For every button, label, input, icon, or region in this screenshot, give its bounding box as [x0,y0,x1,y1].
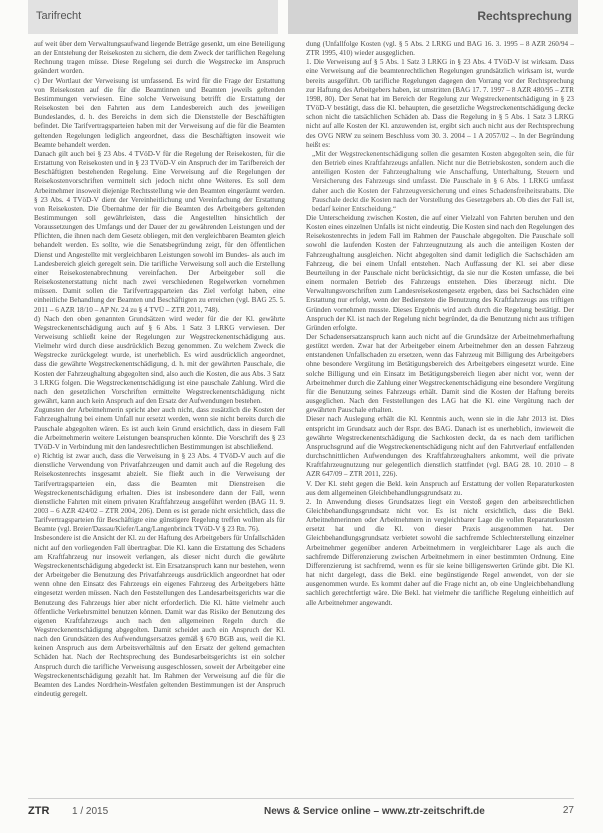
paragraph: Dieser nach Auslegung erhält die Kl. Kenntnis auch, wenn sie in die Jahr 2013 ist. Dies entspricht im Grundsatz auch der Rspr. des BAG. Danach ist es unerheblich, inwieweit die gewährte Wegstreckenentschädigung die Sachkosten deckt, da es nach dem tariflichen Anspruchsgrund auf die Wegstreckenentschädigung nicht auf den Fahrtverlauf entfallenden durchschnittlichen Aufwendungen des Kraftfahrzeughalters ankommt, weil die private Kraftfahrzeugnutzung nur gelegentlich dienstlich stattfindet (vgl. BAG 28. 10. 2010 – 8 AZR 647/09 – ZTR 2011, 226). [306,415,574,479]
page-footer [28,798,574,819]
website-link[interactable]: News & Service online – www.ztr-zeitschrift.de [264,806,485,817]
paragraph: 1. Die Verweisung auf § 5 Abs. 1 Satz 3 LRKG in § 23 Abs. 4 TVöD-V ist wirksam. Dass eine Verweisung auf die beamtenrechtlichen Regelungen grundsätzlich wirksam ist, wurde bereits ausgeführt. Ob tarifliche Regelungen dagegen den Vorrang vor der Rechtsprechung zur Haftung des Arbeitgebers haben, ist umstritten (BAG 17. 7. 1997 – 8 AZR 480/95 – ZTR 1998, 80). Der Senat hat im Bereich der Regelung zur Wegstreckenentschädigung in § 23 TVöD-V bestätigt, dass die Kl. behaupten, die gesetzliche Wegstreckenentschädigung decke schon nicht die tatsächlichen Schäden ab. Dass die Regelung in § 5 Abs. 1 Satz 3 LRKG nicht auf alle Kosten der Kl. anzuwenden ist, ergibt sich auch nicht aus der Rechtsprechung des OVG NRW zu seinem Beschluss vom 30. 3. 2004 – 1 A 2057/02 –. In der Begründung heißt es: [306,58,574,149]
paragraph: c) Der Wortlaut der Verweisung ist umfassend. Es wird für die Frage der Erstattung von Reisekosten auf die für die Beamtinnen und Beamten jeweils geltenden Bestimmungen verwiesen. Eine solche Verweisung betrifft die Erstattung der Reisekosten bei den Fahrten aus dem Landesbereich auch des jeweiligen Bundeslandes, d. h. des Bereichs in dem sich die Dienststelle der Beschäftigten befindet. Die Tarifvertragsparteien haben mit der Verweisung auf die für die Beamten geltenden Regelungen lediglich angeordnet, dass die Beschäftigten insoweit wie Beamte behandelt werden. [34,76,285,149]
paragraph: d) Nach den oben genannten Grundsätzen wird weder für die der Kl. gewährte Wegstreckenentschädigung auch auf § 6 Abs. 1 Satz 3 LRKG verwiesen. Der Verweisung schließt keine der Regelungen zur Wegstreckenentschädigung aus. Vielmehr wird durch diese ausdrücklich Bezug genommen. Zu welchem Zweck die Wegstrecke zurückgelegt wurde, ist unerheblich. Es wird ausdrücklich angeordnet, dass die gewährte Wegstreckenentschädigung, d. h. mit der gewährten Pauschale, die Kosten der Fahrzeughaltung abgegolten sind, also auch die Kosten, die aus Abs. 3 Satz 3 LRKG folgen. Die Wegstreckenentschädigung ist eine pauschale Zahlung. Wird die nach den gesetzlichen Vorschriften ermittelte Wegstreckenentschädigung nicht gewährt, kann auch kein Anspruch auf den Ersatz der Aufwendungen bestehen. [34,314,285,406]
left-text-column [34,40,285,788]
paragraph: auf weit über dem Verwaltungsaufwand liegende Beträge gesenkt, um eine Beteiligung an der Entstehung der Reisekosten zu sichern, die dem Zweck der tariflichen Regelung Rechnung tragen müsse. Diese Regelung sei durch die Wegstrecke im Anspruch geändert worden. [34,40,285,76]
page-number: 27 [562,805,574,816]
paragraph: V. Der Kl. steht gegen die Bekl. kein Anspruch auf Erstattung der vollen Reparaturkosten aus dem allgemeinen Gleichbehandlungsgrundsatz zu. [306,479,574,497]
header-rubric-label: Rechtsprechung [477,9,572,23]
paragraph: 2. In Anwendung dieses Grundsatzes liegt ein Verstoß gegen den arbeitsrechtlichen Gleichbehandlungsgrundsatz nicht vor. Es ist nicht ersichtlich, dass die Bekl. Arbeitnehmerinnen oder Arbeitnehmern in vergleichbarer Lage die vollen Reparaturkosten ersetzt hat und die Kl. von dieser Praxis ausgenommen hat. Der Gleichbehandlungsgrundsatz verbietet sowohl die sachfremde Schlechterstellung einzelner Arbeitnehmer gegenüber anderen Arbeitnehmern in vergleichbarer Lage als auch die sachfremde Differenzierung zwischen Arbeitnehmern in einer bestimmten Ordnung. Eine Differenzierung ist sachfremd, wenn es für sie keine billigenswerten Gründe gibt. Die Kl. hat nicht dargelegt, dass die Bekl. eine begünstigende Regel anwendet, von der sie ausgenommen wurde. Es kommt daher auf die Frage nicht an, ob eine Ungleichbehandlung sachlich gerechtfertigt wäre. Die Bekl. hat vielmehr die tarifliche Regelung einheitlich auf alle Arbeitnehmer angewandt. [306,497,574,607]
header-section-left [28,0,278,34]
issue-number: 1 / 2015 [72,806,109,817]
paragraph: Der Schadensersatzanspruch kann auch nicht auf die Grundsätze der Arbeitnehmerhaftung gestützt werden. Zwar hat der Arbeitgeber einem Arbeitnehmer den an dessen Fahrzeug entstandenen Unfallschaden zu ersetzen, wenn das Fahrzeug mit Billigung des Arbeitgebers ohne besondere Vergütung im Betätigungsbereich des Arbeitgebers eingesetzt wurde. Eine solche Billigung und ein Einsatz im Betätigungsbereich liegen aber nicht vor, wenn der Arbeitnehmer durch die Zahlung einer Wegstreckenentschädigung eine besondere Vergütung für die Benutzung seines Fahrzeugs erhält. Damit sind die Kosten der Haftung bereits ausgeglichen. Nach den Feststellungen des LAG hat die Kl. eine Vergütung nach der gewährten Pauschale erhalten. [306,333,574,415]
paragraph: Die Unterscheidung zwischen Kosten, die auf einer Vielzahl von Fahrten beruhen und den Kosten eines einzelnen Unfalls ist nicht eindeutig. Die Kosten sind nach den Regelungen des Reisekostenrechts in jedem Fall im Rahmen der Pauschale abgegolten. Die Pauschale soll sowohl die laufenden Kosten der Fahrzeugnutzung als auch die anteiligen Kosten der Fahrzeughaltung ausgleichen. Nicht abgegolten sind damit lediglich die Sachschäden am Fahrzeug, die bei einem Unfall entstehen. Nach Auffassung der Kl. sei aber diese Beurteilung in der Pauschale nicht berücksichtigt, da sie nur die Kosten umfasse, die bei einem normalen Betrieb des Fahrzeugs entstehen. Dies überzeugt nicht. Die Verwaltungsvorschriften zum Landesreisekostengesetz ergeben, dass bei Sachschäden eine Erstattung nur erfolgt, wenn der Bedienstete die Benutzung des Kraftfahrzeugs aus triftigen Gründen vornehmen musste. Dieses Ergebnis wird auch durch die Regelung bestätigt. Der Anspruch der Kl. ist nach der Regelung nicht begründet, da die Benutzung nicht aus triftigen Gründen erfolgte. [306,213,574,332]
right-text-column [306,40,574,788]
paragraph: Danach gilt auch bei § 23 Abs. 4 TVöD-V für die Regelung der Reisekosten, für die Erstattung von Reisekosten und in § 23 TVöD-V ein Anspruch der im Tarifbereich der Beschäftigten bestehenden Regelung. Eine Verweisung auf die Regelungen der Reisekostenvorschriften vermittelt sich jedoch nicht ohne Weiteres. Es soll dem Arbeitnehmer insoweit diejenige Rechtsstellung wie den Beamten eingeräumt werden. § 23 Abs. 4 TVöD-V dient der Vereinheitlichung und Vereinfachung der Erstattung von Reisekosten. Die Übernahme der für die Beamten des Arbeitgebers geltenden Bestimmungen soll gewährleisten, dass die Angestellten hinsichtlich der Voraussetzungen des Umfangs und der Dauer der zu gewährenden Leistungen und der Pflichten, die ihnen nach dem Gesetz obliegen, mit den vergleichbaren Beamten gleich behandelt werden. Es sollte, wie die Senatsbegründung zeigt, für den öffentlichen Dienst und Angestellte mit vergleichbaren Leistungen sowohl im Bundes- als auch im Landesbereich gleich geregelt sein. Die tarifliche Verweisung soll auch die Erstellung einer Reisekostenabrechnung vereinfachen. Der Arbeitgeber soll die Reisekostenerstattung nicht nach zwei verschiedenen Regelwerken vornehmen müssen. Damit sollen die Tarifvertragsparteien das Ziel verfolgt haben, eine einheitliche Behandlung der Beamten und Beschäftigten zu erreichen (vgl. BAG 25. 5. 2011 – 6 AZR 18/10 – AP Nr. 24 zu § 4 TVÜ – ZTR 2011, 748). [34,149,285,314]
magazine-name: ZTR [28,805,50,817]
block-quote: „Mit der Wegstreckenentschädigung sollen die gesamten Kosten abgegolten sein, die für den Betrieb eines Kraftfahrzeugs anfallen. Nicht nur die Betriebskosten, sondern auch die anteiligen Kosten der Fahrzeughaltung wie Anschaffung, Unterhaltung, Steuern und Versicherung des Fahrzeugs sind umfasst. Die Pauschale in § 6 Abs. 1 LRKG umfasst daher auch die Kosten der Fahrzeugversicherung und eines Schadensfreiheitsrabatts. Die Pauschale deckt die Kosten nach der Vorstellung des Gesetzgebers ab. Ob dies der Fall ist, bedarf keiner Entscheidung.“ [312,149,574,213]
paragraph: dung (Unfallfolge Kosten (vgl. § 5 Abs. 2 LRKG und BAG 16. 3. 1995 – 8 AZR 260/94 – ZTR 1995, 410) wieder ausgeglichen. [306,40,574,58]
paragraph: Zugunsten der Arbeitnehmerin spricht aber auch nicht, dass zusätzlich die Kosten der Fahrzeughaltung bei einem Unfall nur ersetzt werden, wenn sie nicht bereits durch die Pauschale abgegolten wären. Es ist auch kein Grund ersichtlich, dass in diesem Fall die Arbeitnehmerin weitere Leistungen beanspruchen könnte. Die Vorschrift des § 23 TVöD-V in Verbindung mit den landesrechtlichen Bestimmungen ist abschließend. [34,406,285,451]
paragraph: Insbesondere ist die Ansicht der Kl. zu der Haftung des Arbeitgebers für Unfallschäden nicht auf den vorliegenden Fall übertragbar. Die Kl. kann die Erstattung des Schadens am Kraftfahrzeug nur insoweit verlangen, als dieser nicht durch die gewährte Wegstreckenentschädigung abgedeckt ist. Ein Ersatzanspruch kann nur bestehen, wenn der Arbeitgeber die Benutzung des Privatfahrzeugs ausdrücklich angeordnet hat oder wenn ohne den Einsatz des Fahrzeugs ein eigenes Fahrzeug des Arbeitgebers hätte eingesetzt werden müssen. Nach den Feststellungen des Landesarbeitsgerichts war die Benutzung des Fahrzeugs hier aber nicht erforderlich. Die Kl. hätte vielmehr auch öffentliche Verkehrsmittel benutzen können. Damit war das Risiko der Benutzung des eigenen Kraftfahrzeugs auch nach den allgemeinen Regeln durch die Wegstreckenentschädigung abgegolten. Damit scheidet auch ein Anspruch der Kl. nach den Grundsätzen des Aufwendungsersatzes gemäß § 670 BGB aus, weil die Kl. keinen Anspruch aus dem Arbeitsverhältnis auf den Ersatz der geltend gemachten Schäden hat. Nach der Rechtsprechung des Bundesarbeitsgerichts ist ein solcher Anspruch durch die tarifliche Verweisung ausgeschlossen, soweit der Arbeitgeber eine Wegstreckenentschädigung gezahlt hat. Im Rahmen der Verweisung auf die für die Beamten des Landes Nordrhein-Westfalen geltenden Bestimmungen ist der Anspruch eindeutig geregelt. [34,534,285,699]
running-header [0,0,603,34]
paragraph: e) Richtig ist zwar auch, dass die Verweisung in § 23 Abs. 4 TVöD-V auch auf die dienstliche Verwendung von Privatfahrzeugen und damit auch auf die Regelung des Reisekostenrechts insgesamt abzielt. Sie fließt auch in die Verweisung der Tarifvertragsparteien ein, dass die Beamten mit Dienstreisen die Wegstreckenentschädigung erhalten. Dies ist insbesondere dann der Fall, wenn dienstliche Fahrten mit einem privaten Kraftfahrzeug ausgeführt werden (BAG 11. 9. 2003 – 6 AZR 424/02 – ZTR 2004, 206). Denn es ist gerade nicht ersichtlich, dass die Tarifvertragsparteien für Beschäftigte eine günstigere Regelung treffen wollten als für Beamte (vgl. Breier/Dassau/Kiefer/Lang/Langenbrinck TVöD-V § 23 Rn. 76). [34,452,285,534]
header-section-label: Tarifrecht [36,10,82,22]
header-section-right [288,0,578,34]
